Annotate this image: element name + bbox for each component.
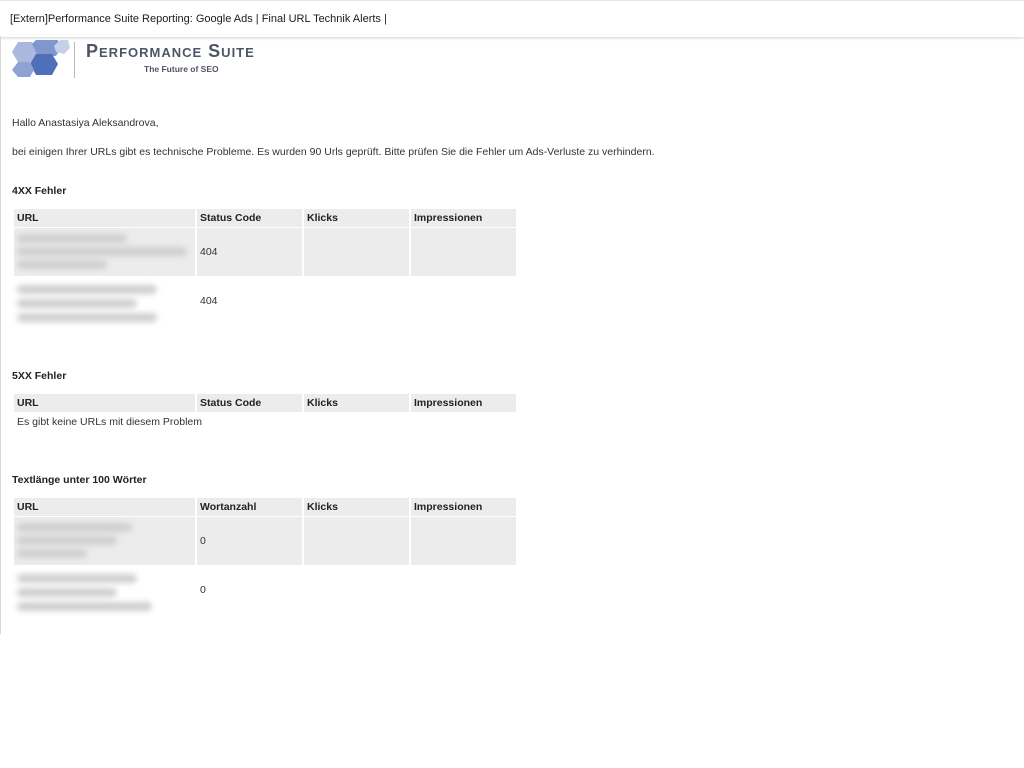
col-header-url: URL [14,394,195,412]
impressions-cell [411,517,516,565]
col-header-impressions: Impressionen [411,394,516,412]
url-cell-blurred[interactable] [14,517,195,565]
impressions-cell [411,228,516,276]
logo-tagline: The Future of SEO [144,64,219,74]
word-count-cell: 0 [197,517,302,565]
table-4xx [12,208,518,326]
col-header-status-code: Status Code [197,394,302,412]
status-code-cell: 404 [197,228,302,276]
reading-pane-border [0,36,1,634]
status-code-cell: 404 [200,295,218,307]
clicks-cell [304,277,409,325]
url-cell-blurred[interactable] [14,277,195,325]
table-row [14,228,516,276]
col-header-word-count: Wortanzahl [197,498,302,516]
col-header-impressions: Impressionen [411,498,516,516]
col-header-impressions: Impressionen [411,209,516,227]
section-5xx-title: 5XX Fehler [12,370,67,382]
table-row [14,517,516,565]
greeting: Hallo Anastasiya Aleksandrova, [12,117,159,129]
impressions-cell [411,566,516,614]
table-row [14,277,516,325]
col-header-status-code: Status Code [197,209,302,227]
section-4xx-title: 4XX Fehler [12,185,67,197]
intro-text: bei einigen Ihrer URLs gibt es technische Probleme. Es wurden 90 Urls geprüft. Bitte prüfen Sie die Fehler um Ads-Verluste zu verhindern. [12,146,655,158]
word-count-cell: 0 [200,584,206,596]
table-text-length [12,497,518,615]
url-cell-blurred[interactable] [14,228,195,276]
impressions-cell [411,277,516,325]
clicks-cell [304,566,409,614]
logo-hex-4 [12,62,34,77]
clicks-cell [304,517,409,565]
col-header-clicks: Klicks [304,209,409,227]
col-header-clicks: Klicks [304,394,409,412]
logo-hex-3 [30,54,58,75]
logo-divider [74,42,75,78]
logo-title: Performance Suite [86,41,255,61]
table-5xx [12,393,518,432]
col-header-url: URL [14,209,195,227]
email-subject-bar [0,0,1024,37]
section-text-length-title: Textlänge unter 100 Wörter [12,474,147,486]
email-subject: [Extern]Performance Suite Reporting: Google Ads | Final URL Technik Alerts | [10,13,387,25]
col-header-clicks: Klicks [304,498,409,516]
url-cell-blurred[interactable] [14,566,195,614]
clicks-cell [304,228,409,276]
col-header-url: URL [14,498,195,516]
empty-state-message: Es gibt keine URLs mit diesem Problem [17,416,202,428]
table-row [14,566,516,614]
